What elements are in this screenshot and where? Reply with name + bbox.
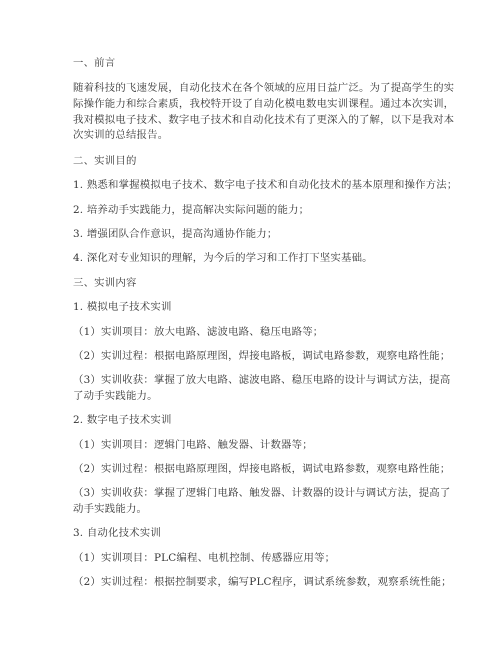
list-item: （2）实训过程：根据电路原理图，焊接电路板，调试电路参数，观察电路性能； xyxy=(73,350,451,362)
list-item: 了动手实践能力。 xyxy=(73,390,158,402)
paragraph-line: 际操作能力和综合素质，我校特开设了自动化模电数电实训课程。通过本次实训， xyxy=(73,98,455,110)
list-item: 3. 增强团队合作意识，提高沟通协作能力； xyxy=(73,228,278,240)
subsection-title: 1. 模拟电子技术实训 xyxy=(73,301,172,313)
list-item: 1. 熟悉和掌握模拟电子技术、数字电子技术和自动化技术的基本原理和操作方法； xyxy=(73,179,458,191)
paragraph-line: 次实训的总结报告。 xyxy=(73,129,169,141)
list-item: （1）实训项目：放大电路、滤波电路、稳压电路等； xyxy=(73,326,324,338)
subsection-title: 2. 数字电子技术实训 xyxy=(73,414,172,426)
list-item: （2）实训过程：根据电路原理图，焊接电路板，调试电路参数，观察电路性能； xyxy=(73,463,451,475)
list-item: （3）实训收获：掌握了逻辑门电路、触发器、计数器的设计与调试方法，提高了 xyxy=(73,487,451,499)
paragraph-line: 我对模拟电子技术、数字电子技术和自动化技术有了更深入的了解，以下是我对本 xyxy=(73,114,455,126)
list-item: （1）实训项目：PLC编程、电机控制、传感器应用等； xyxy=(73,552,336,564)
list-item: 动手实践能力。 xyxy=(73,503,148,515)
section-heading-intro: 一、前言 xyxy=(73,57,116,69)
list-item: 4. 深化对专业知识的理解，为今后的学习和工作打下坚实基础。 xyxy=(73,252,373,264)
section-heading-content: 三、实训内容 xyxy=(73,277,137,289)
paragraph-line: 随着科技的飞速发展，自动化技术在各个领域的应用日益广泛。为了提高学生的实 xyxy=(73,82,455,94)
list-item: （3）实训收获：掌握了放大电路、滤波电路、稳压电路的设计与调试方法，提高 xyxy=(73,374,451,386)
list-item: （1）实训项目：逻辑门电路、触发器、计数器等； xyxy=(73,439,313,451)
subsection-title: 3. 自动化技术实训 xyxy=(73,527,161,539)
list-item: 2. 培养动手实践能力，提高解决实际问题的能力； xyxy=(73,204,310,216)
section-heading-purpose: 二、实训目的 xyxy=(73,155,137,167)
list-item: （2）实训过程：根据控制要求，编写PLC程序，调试系统参数，观察系统性能； xyxy=(73,576,452,588)
